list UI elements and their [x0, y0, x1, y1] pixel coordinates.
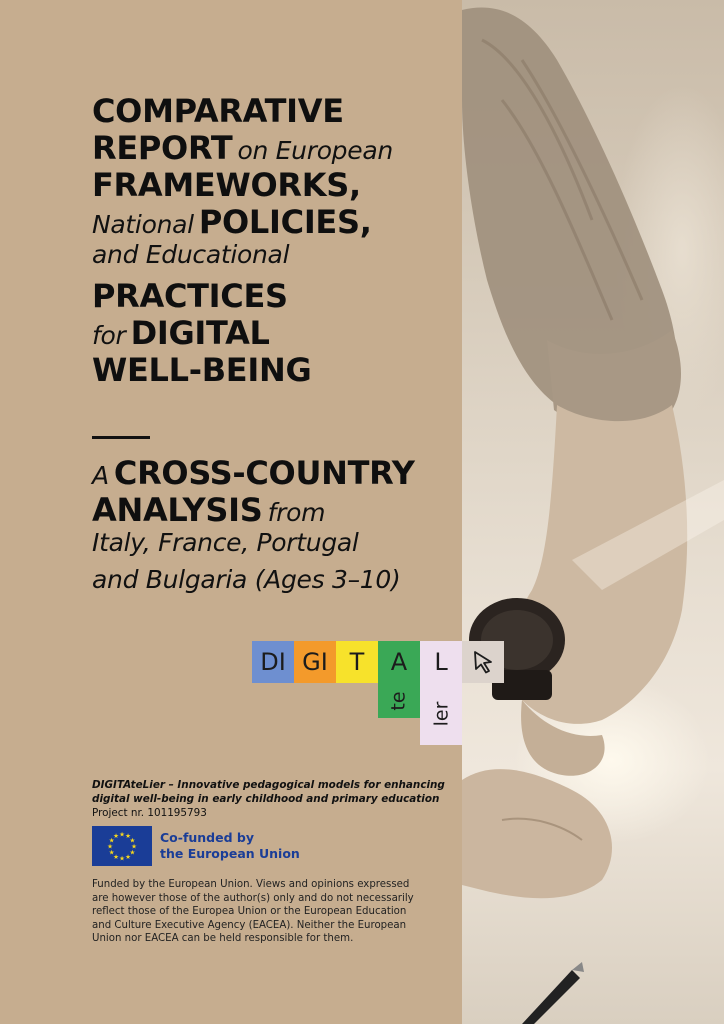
eu-star-icon: ★ [107, 842, 113, 851]
eu-star-icon: ★ [129, 836, 136, 845]
eu-cofunded-badge [92, 826, 300, 866]
subtitle-countries-ages: and Bulgaria (Ages 3–10) [92, 565, 401, 594]
logo-letters-te: te [387, 690, 410, 711]
eu-star-icon: ★ [119, 854, 125, 863]
logo-tile-te [378, 683, 420, 718]
disclaimer-line-4: and Culture Executive Agency (EACEA). Neither the European [92, 919, 407, 931]
subtitle-countries: Italy, France, Portugal [92, 528, 359, 557]
subtitle-word-a: A [92, 461, 109, 490]
project-title-line-2: digital well-being in early childhood and primary education [92, 793, 440, 805]
report-title [92, 92, 442, 388]
logo-letters-ler: ler [430, 701, 452, 727]
logo-tile-a [378, 641, 420, 683]
logo-tile-ler [420, 683, 462, 745]
subtitle-word-analysis: ANALYSIS [92, 491, 263, 529]
report-subtitle [92, 454, 452, 602]
eu-star-icon: ★ [125, 832, 131, 841]
eu-star-icon: ★ [108, 836, 115, 845]
title-word-practices: PRACTICES [92, 277, 288, 315]
logo-letters-l: L [434, 648, 448, 676]
disclaimer-line-2: are however those of the author(s) only and do not necessarily [92, 892, 414, 904]
title-word-national: National [92, 210, 194, 239]
eu-star-icon: ★ [129, 848, 136, 857]
title-word-well-being: WELL-BEING [92, 351, 312, 389]
title-word-frameworks: FRAMEWORKS, [92, 166, 361, 204]
logo-letters-a: A [390, 648, 408, 676]
project-info [92, 778, 452, 820]
eu-star-icon: ★ [108, 848, 115, 857]
logo-tile-l [420, 641, 462, 683]
cover-photo-child-hands [462, 0, 724, 1024]
subtitle-word-cross-country: CROSS-COUNTRY [113, 454, 415, 492]
title-word-for: for [92, 321, 126, 350]
title-phrase-and-educational: and Educational [92, 240, 290, 269]
logo-tile-t [336, 641, 378, 683]
eu-line-1: Co-funded by [160, 830, 255, 845]
logo-letters-di: DI [260, 648, 286, 676]
cursor-arrow-icon [470, 649, 496, 675]
title-word-digital: DIGITAL [130, 314, 270, 352]
eu-cofunded-text [160, 830, 300, 862]
eu-star-icon: ★ [125, 852, 131, 861]
eu-stars-ring [92, 826, 152, 866]
eu-star-icon: ★ [113, 832, 119, 841]
disclaimer-line-5: Union nor EACEA can be held responsible for them. [92, 933, 354, 945]
logo-letters-t: T [349, 648, 365, 676]
title-phrase-on-european: on European [237, 136, 393, 165]
title-divider [92, 436, 150, 439]
eu-star-icon: ★ [113, 852, 119, 861]
subtitle-word-from: from [267, 498, 326, 527]
eu-star-icon: ★ [131, 842, 137, 851]
title-word-policies: POLICIES, [198, 203, 372, 241]
eu-star-icon: ★ [119, 830, 125, 839]
title-word-report: REPORT [92, 129, 233, 167]
title-line-comparative: COMPARATIVE [92, 92, 344, 130]
project-title-line-1: DIGITAteLier – Innovative pedagogical models for enhancing [92, 779, 445, 791]
logo-letters-gi: GI [302, 648, 328, 676]
logo-tile-di [252, 641, 294, 683]
disclaimer-line-3: reflect those of the Europea Union or the European Education [92, 906, 407, 918]
eu-line-2: the European Union [160, 846, 300, 861]
disclaimer-line-1: Funded by the European Union. Views and opinions expressed [92, 879, 410, 890]
eu-flag-icon [92, 826, 152, 866]
logo-tile-gi [294, 641, 336, 683]
logo-tile-cursor [462, 641, 504, 683]
photo-illustration [462, 0, 724, 1024]
project-number: Project nr. 101195793 [92, 807, 207, 819]
funding-disclaimer [92, 878, 442, 946]
